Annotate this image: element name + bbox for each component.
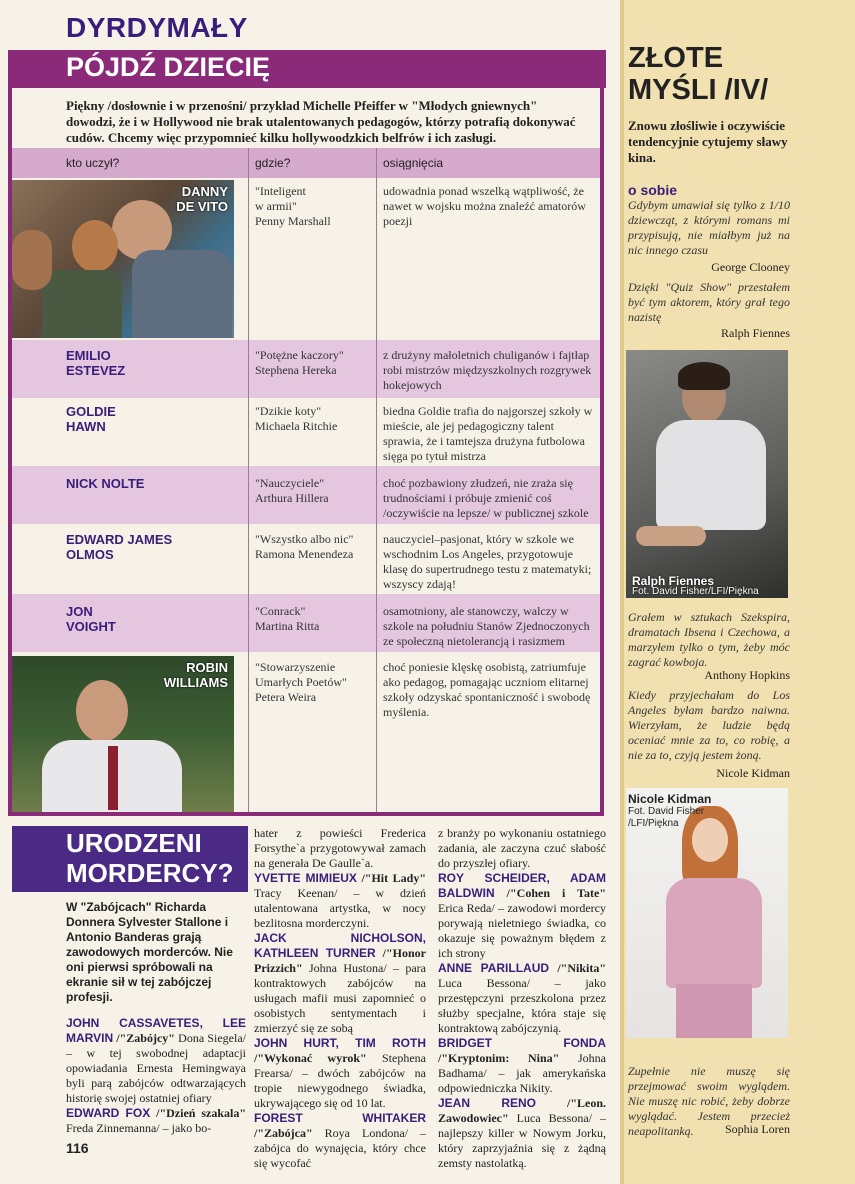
teacher-achievement: biedna Goldie trafia do najgorszej szkoły w mieście, ale jej pedagogiczny talent sprawia, że i tamtejsza drużyna futbolowa sięga po tytuł mistrza bbox=[383, 404, 593, 463]
sidebar-intro: Znowu złośliwie i oczywiście tendencyjnie cytujemy sławy kina. bbox=[628, 118, 788, 165]
teacher-name: GOLDIE HAWN bbox=[66, 404, 116, 434]
quote-text: Kiedy przyjechałam do Los Angeles byłam bardzo naiwna. Wierzyłam, że ludzie będą oceniać mnie za to, co robię, a nie za to, czyją jestem żoną. bbox=[628, 688, 790, 762]
article-column-3 bbox=[438, 826, 606, 1171]
quote-text: Gdybym umawiał się tylko z 1/10 dziewcząt, z którymi romans mi przypisują, nie miałbym już na nic innego czasu bbox=[628, 198, 790, 257]
quote-author: Sophia Loren bbox=[725, 1122, 790, 1136]
page-number: 116 bbox=[66, 1140, 89, 1156]
teacher-achievement: z drużyny małoletnich chuliganów i fajtłap robi mistrzów międzyszkolnych rozgrywek hokejowych bbox=[383, 348, 592, 392]
photo-caption-name: Ralph Fiennes bbox=[632, 574, 715, 588]
section-title: URODZENI MORDERCY? bbox=[66, 828, 234, 888]
quote-author: Anthony Hopkins bbox=[704, 668, 790, 682]
article-column-1 bbox=[66, 1016, 246, 1136]
teacher-name: NICK NOLTE bbox=[66, 476, 145, 491]
article-column-2 bbox=[254, 826, 426, 1171]
entry: JOHN CASSAVETES, LEE MARVIN /"Zabójcy" Dona Siegela/ – w tej swobodnej adaptacji opowiadania Ernesta Hemingwaya byli parą zabójców odtwarzających historię swojej ostatniej ofiary bbox=[66, 1016, 246, 1105]
teacher-film: "Inteligent w armii" Penny Marshall bbox=[255, 184, 331, 228]
section-title: PÓJDŹ DZIECIĘ bbox=[66, 52, 271, 82]
teacher-achievement: choć poniesie klęskę osobistą, zatriumfuje ako pedagog, pomagając uczniom elitarnej szkoły odzyskać spontaniczność i swobodę myślenia. bbox=[383, 660, 591, 719]
quote-text: Grałem w sztukach Szekspira, dramatach Ibsena i Czechowa, a marzyłem tylko o tym, żeby móc zagrać kowboja. bbox=[628, 610, 790, 669]
teacher-film: "Potężne kaczory" Stephena Hereka bbox=[255, 348, 344, 377]
section-intro: Piękny /dosłownie i w przenośni/ przykład Michelle Pfeiffer w "Młodych gniewnych" dowodzi, że i w Hollywood nie brak utalentowanych pedagogów, którzy potrafią dokonywać cudów. Chcemy więc przypomnieć kilku hollywoodzkich belfrów i ich zasługi. bbox=[66, 98, 576, 145]
entry: JACK NICHOLSON, KATHLEEN TURNER /"Honor Prizzich" Johna Hustona/ – para kontraktowych zabójców na usługach mafii musi zapomnieć o osobistych sentymentach i zmierzyć się ze sobą bbox=[254, 931, 426, 1035]
teacher-name: JON VOIGHT bbox=[66, 604, 116, 634]
magazine-section-title: DYRDYMAŁY bbox=[66, 12, 248, 43]
quote-text: Dzięki "Quiz Show" przestałem być tym aktorem, który grał tego nazistę bbox=[628, 280, 790, 324]
entry: z branży po wykonaniu ostatniego zadania, ale zaczyna czuć słabość do przyszłej ofiary. bbox=[438, 826, 606, 870]
entry: JEAN RENO /"Leon. Zawodowiec" Luca Bessona/ – najlepszy killer w Nowym Jorku, który zaprzyjaźnia się z żądną zemsty nastolatką. bbox=[438, 1096, 607, 1170]
quote-text: Zupełnie nie muszę się przejmować swoim wyglądem. Nie muszę nic robić, żeby dobrze wyglądać. Jestem przecież neapolitanką. bbox=[628, 1064, 790, 1138]
sidebar-title: ZŁOTE MYŚLI /IV/ bbox=[628, 42, 769, 106]
entry: EDWARD FOX /"Dzień szakala" Freda Zinnemanna/ – jako bo- bbox=[66, 1106, 246, 1135]
teacher-achievement: choć pozbawiony złudzeń, nie zraża się trudnościami i próbuje zmienić coś /oczywiście na lepsze/ w publicznej szkole bbox=[383, 476, 589, 520]
quote-author: Nicole Kidman bbox=[716, 766, 790, 780]
teacher-name: EDWARD JAMES OLMOS bbox=[66, 532, 173, 562]
entry: ROY SCHEIDER, ADAM BALDWIN /"Cohen i Tate" Erica Reda/ – zawodowi mordercy porywają nieletniego świadka, co okazuje się poważnym błędem z ich strony bbox=[438, 871, 606, 960]
fiennes-photo bbox=[626, 350, 788, 598]
photo-credit: Fot. David Fisher/LFI/Piękna bbox=[632, 586, 759, 597]
teacher-achievement: udowadnia ponad wszelką wątpliwość, że nawet w wojsku można znaleźć amatorów poezji bbox=[383, 184, 586, 228]
teacher-name: ROBIN WILLIAMS bbox=[163, 660, 228, 690]
teacher-film: "Nauczyciele" Arthura Hillera bbox=[255, 476, 329, 505]
quote-author: Ralph Fiennes bbox=[721, 326, 790, 340]
teacher-name: DANNY DE VITO bbox=[176, 184, 228, 214]
entry: hater z powieści Frederica Forsythe`a przygotowywał zamach na generała De Gaulle`a. bbox=[254, 826, 426, 870]
column-divider bbox=[248, 148, 249, 812]
section-intro: W "Zabójcach" Richarda Donnera Sylvester Stallone i Antonio Banderas grają zawodowych morderców. Nie oni pierwsi spróbowali na ekranie sił w tej zabójczej profesji. bbox=[66, 900, 233, 1004]
entry: JOHN HURT, TIM ROTH /"Wykonać wyrok" Stephena Frearsa/ – dwóch zabójców na tropie niewygodnego świadka, ukrywającego się od 10 lat. bbox=[254, 1036, 426, 1110]
column-divider bbox=[376, 148, 377, 812]
teacher-achievement: osamotniony, ale stanowczy, walczy w szkole na południu Stanów Zjednoczonych ze społeczną nietolerancją i rasizmem bbox=[383, 604, 590, 648]
photo-credit: Fot. David Fisher /LFI/Piękna bbox=[628, 806, 705, 829]
teacher-film: "Dzikie koty" Michaela Ritchie bbox=[255, 404, 338, 433]
quote-author: George Clooney bbox=[711, 260, 790, 274]
teacher-film: "Stowarzyszenie Umarłych Poetów" Petera Weira bbox=[255, 660, 347, 704]
entry: ANNE PARILLAUD /"Nikita" Luca Bessona/ – jako przestępczyni przeszkolona przez służby specjalne, która staje się kontraktową zabójczynią. bbox=[438, 961, 606, 1035]
col-head-achievement: osiągnięcia bbox=[383, 156, 444, 170]
entry: YVETTE MIMIEUX /"Hit Lady" Tracy Keenan/ – w dzień utalentowana artystka, w nocy bezlitosna morderczyni. bbox=[254, 871, 427, 930]
col-head-teacher: kto uczył? bbox=[66, 156, 120, 170]
entry: BRIDGET FONDA /"Kryptonim: Nina" Johna Badhama/ – jak amerykańska odpowiedniczka Nikity. bbox=[438, 1036, 606, 1095]
teacher-film: "Conrack" Martina Ritta bbox=[255, 604, 320, 633]
photo-caption-name: Nicole Kidman bbox=[628, 792, 712, 806]
teacher-name: EMILIO ESTEVEZ bbox=[66, 348, 126, 378]
sidebar-label: o sobie bbox=[628, 182, 678, 198]
teacher-achievement: nauczyciel–pasjonat, który w szkole we wschodnim Los Angeles, przygotowuje klasę do supertrudnego testu z matematyki; wszyscy zdają! bbox=[383, 532, 592, 591]
teacher-film: "Wszystko albo nic" Ramona Menendeza bbox=[255, 532, 354, 561]
col-head-where: gdzie? bbox=[255, 156, 291, 170]
entry: FOREST WHITAKER /"Zabójca" Roya Londona/ – zabójca do wynajęcia, który chce się wycofać bbox=[254, 1111, 426, 1170]
